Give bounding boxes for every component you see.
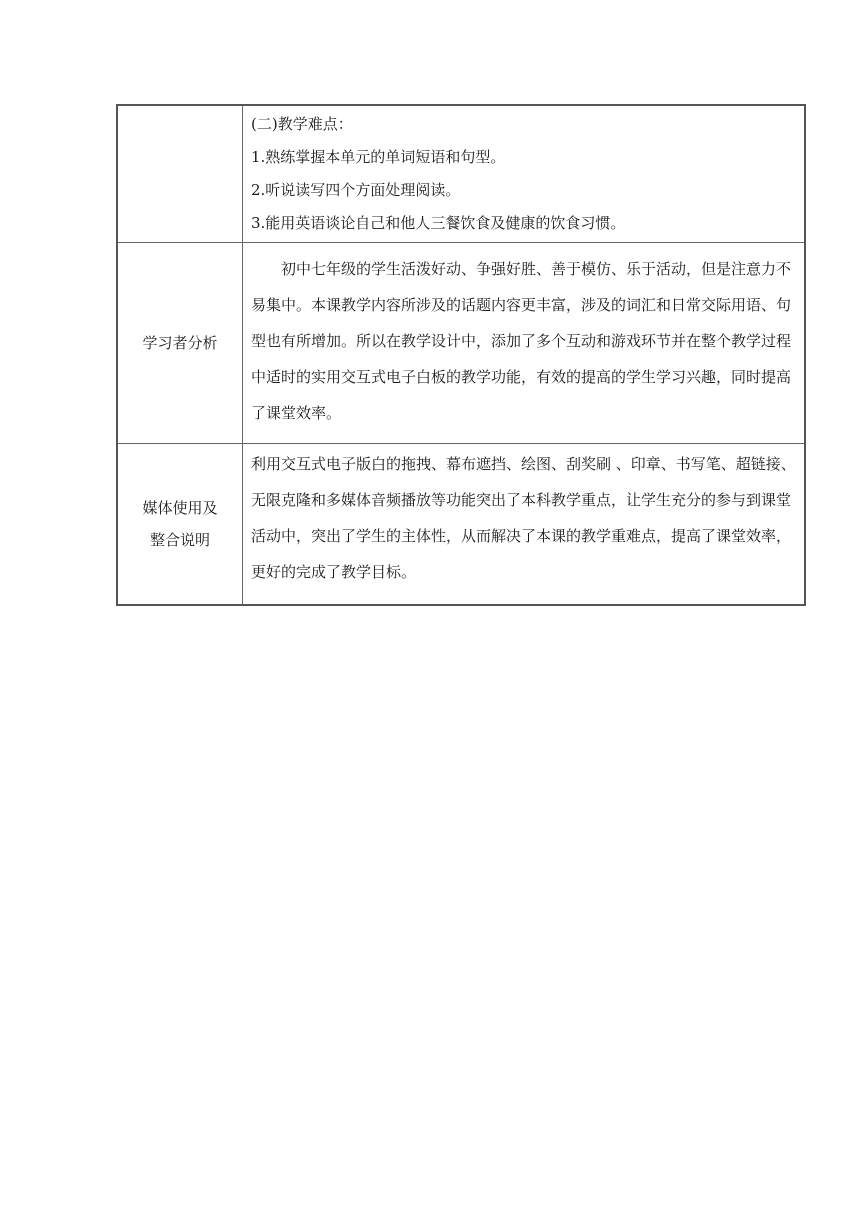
table-row-difficulties <box>117 105 805 243</box>
media-usage-label-line2: 整合说明 <box>149 531 210 549</box>
difficulties-heading: (二)教学难点： <box>251 115 353 133</box>
table-row-learner-analysis <box>117 243 805 444</box>
media-usage-text: 利用交互式电子版白的拖拽、幕布遮挡、绘图、刮奖刷 、印章、书写笔、超链接、无限克隆和多媒体音频播放等功能突出了本科教学重点，让学生充分的参与到课堂活动中，突出了学生的主体性，从而解决了本课的教学重难点，提高了课堂效率，更好的完成了教学目标。 <box>251 455 796 581</box>
media-usage-cell <box>243 444 806 606</box>
learner-analysis-text: 初中七年级的学生活泼好动、争强好胜、善于模仿、乐于活动，但是注意力不易集中。本课教学内容所涉及的话题内容更丰富，涉及的词汇和日常交际用语、句型也有所增加。所以在教学设计中，添加了多个互动和游戏环节并在整个教学过程中适时的实用交互式电子白板的教学功能，有效的提高的学生学习兴趣，同时提高了课堂效率。 <box>251 260 792 422</box>
learner-analysis-cell <box>243 243 806 444</box>
learner-analysis-label: 学习者分析 <box>117 243 243 444</box>
difficulty-item-2: 2.听说读写四个方面处理阅读。 <box>251 181 461 199</box>
row-label-empty <box>117 105 243 243</box>
difficulty-item-3: 3.能用英语谈论自己和他人三餐饮食及健康的饮食习惯。 <box>251 214 626 232</box>
media-usage-label-line1: 媒体使用及 <box>142 499 218 517</box>
table-row-media-usage <box>117 444 805 606</box>
lesson-plan-table <box>116 104 806 606</box>
difficulties-cell <box>243 105 806 243</box>
media-usage-label <box>117 444 243 606</box>
difficulty-item-1: 1.熟练掌握本单元的单词短语和句型。 <box>251 148 506 166</box>
